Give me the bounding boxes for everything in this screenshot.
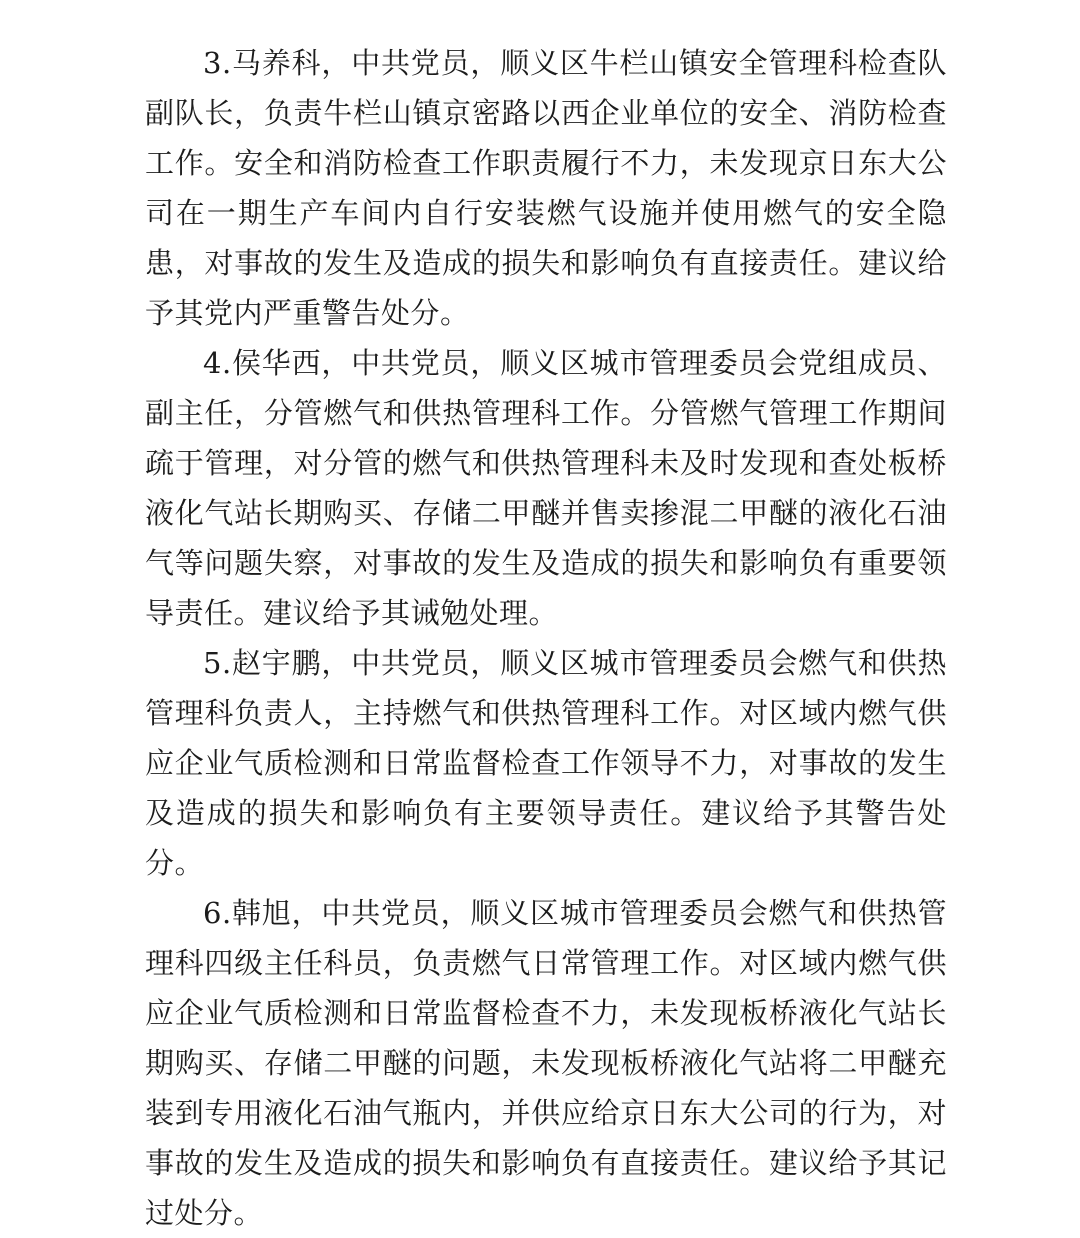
- paragraph-item-6: 6.韩旭，中共党员，顺义区城市管理委员会燃气和供热管理科四级主任科员，负责燃气日常管理工作。对区域内燃气供应企业气质检测和日常监督检查不力，未发现板桥液化气站长期购买、存储二甲醚的问题，未发现板桥液化气站将二甲醚充装到专用液化石油气瓶内，并供应给京日东大公司的行为，对事故的发生及造成的损失和影响负有直接责任。建议给予其记过处分。: [145, 896, 947, 1230]
- document-body: [145, 38, 947, 1238]
- paragraph-item-3: 3.马养科，中共党员，顺义区牛栏山镇安全管理科检查队副队长，负责牛栏山镇京密路以西企业单位的安全、消防检查工作。安全和消防检查工作职责履行不力，未发现京日东大公司在一期生产车间内自行安装燃气设施并使用燃气的安全隐患，对事故的发生及造成的损失和影响负有直接责任。建议给予其党内严重警告处分。: [145, 46, 947, 330]
- paragraph-item-5: 5.赵宇鹏，中共党员，顺义区城市管理委员会燃气和供热管理科负责人，主持燃气和供热管理科工作。对区域内燃气供应企业气质检测和日常监督检查工作领导不力，对事故的发生及造成的损失和影响负有主要领导责任。建议给予其警告处分。: [145, 646, 947, 880]
- paragraph-item-4: 4.侯华西，中共党员，顺义区城市管理委员会党组成员、副主任，分管燃气和供热管理科工作。分管燃气管理工作期间疏于管理，对分管的燃气和供热管理科未及时发现和查处板桥液化气站长期购买、存储二甲醚并售卖掺混二甲醚的液化石油气等问题失察，对事故的发生及造成的损失和影响负有重要领导责任。建议给予其诫勉处理。: [145, 346, 947, 630]
